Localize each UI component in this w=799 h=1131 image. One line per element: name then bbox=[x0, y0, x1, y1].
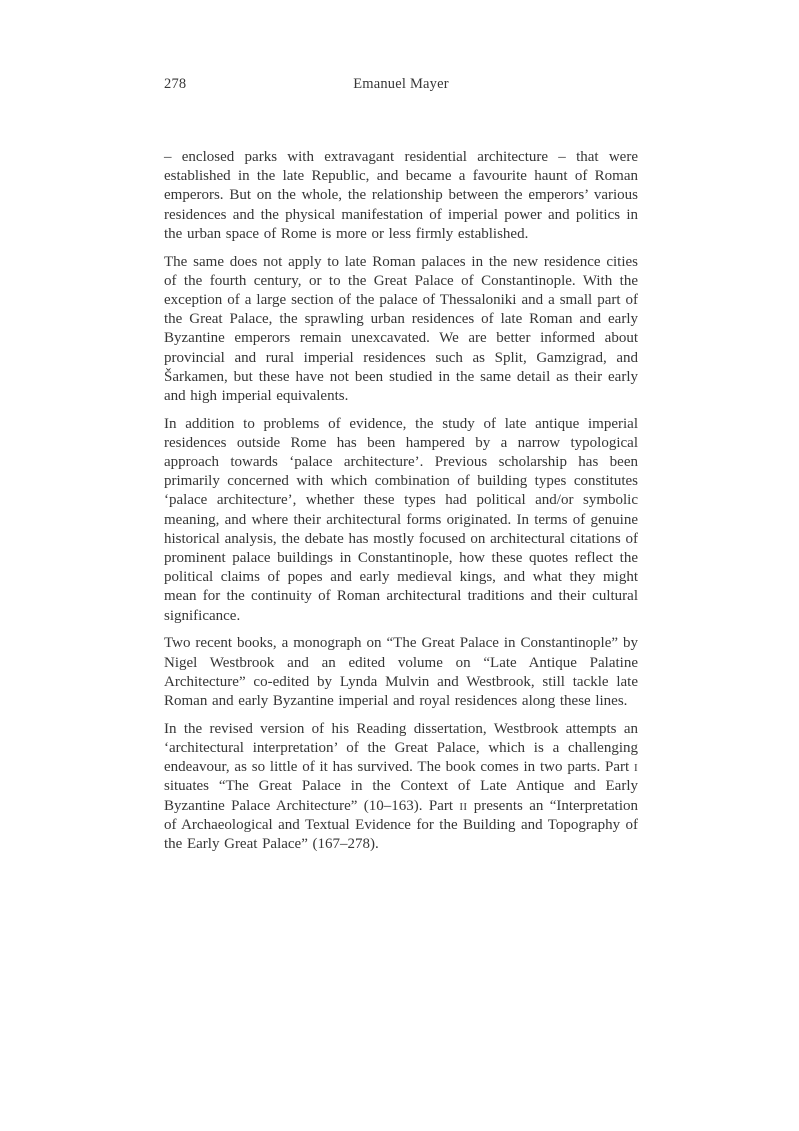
text-run: presents an “Interpretation of Archaeological and Textual Evidence for the Building and Topography of the Early Great Palace” (167–278). bbox=[164, 797, 638, 852]
running-header bbox=[164, 75, 638, 93]
text-run: In the revised version of his Reading dissertation, Westbrook attempts an ‘architectural interpretation’ of the Great Palace, which is a challenging endeavour, as so little of it has survived. The book comes in two parts. Part bbox=[164, 720, 638, 776]
text-run: In addition to problems of evidence, the study of late antique imperial residences outside Rome has been hampered by a narrow typological approach towards ‘palace architecture’. Previous scholarship has been primarily concerned with which combination of building types constitutes ‘palace architecture’, whether these types had political and/or symbolic meaning, and where their architectural forms originated. In terms of genuine historical analysis, the debate has mostly focused on architectural citations of prominent palace buildings in Constantinople, how these quotes reflect the political claims of popes and early medieval kings, and what they might mean for the continuity of Roman architectural traditions and their cultural significance. bbox=[164, 415, 638, 624]
paragraph bbox=[164, 720, 638, 854]
text-column bbox=[164, 75, 638, 854]
page-number: 278 bbox=[164, 76, 187, 92]
running-head-author: Emanuel Mayer bbox=[353, 76, 449, 92]
body-paragraphs bbox=[164, 148, 638, 854]
paragraph bbox=[164, 415, 638, 626]
text-run: The same does not apply to late Roman palaces in the new residence cities of the fourth century, or to the Great Palace of Constantinople. With the exception of a large section of the palace of Thessaloniki and a small part of the Great Palace, the sprawling urban residences of late Roman and early Byzantine emperors remain unexcavated. We are better informed about provincial and rural imperial residences such as Split, Gamzigrad, and Šarkamen, but these have not been studied in the same detail as their early and high imperial equivalents. bbox=[164, 253, 638, 404]
paragraph bbox=[164, 253, 638, 407]
text-run: i bbox=[634, 759, 638, 776]
text-run: situates “The Great Palace in the Context of Late Antique and Early Byzantine Palace Architecture” (10–163). Part bbox=[164, 778, 638, 814]
text-run: ii bbox=[459, 797, 468, 814]
text-run: Two recent books, a monograph on “The Great Palace in Constantinople” by Nigel Westbrook and an edited volume on “Late Antique Palatine Architecture” co-edited by Lynda Mulvin and Westbrook, still tackle late Roman and early Byzantine imperial and royal residences along these lines. bbox=[164, 635, 638, 709]
text-run: – enclosed parks with extravagant residential architecture – that were established in the late Republic, and became a favourite haunt of Roman emperors. But on the whole, the relationship between the emperors’ various residences and the physical manifestation of imperial power and politics in the urban space of Rome is more or less firmly established. bbox=[164, 149, 638, 242]
paragraph bbox=[164, 148, 638, 244]
paragraph bbox=[164, 634, 638, 711]
